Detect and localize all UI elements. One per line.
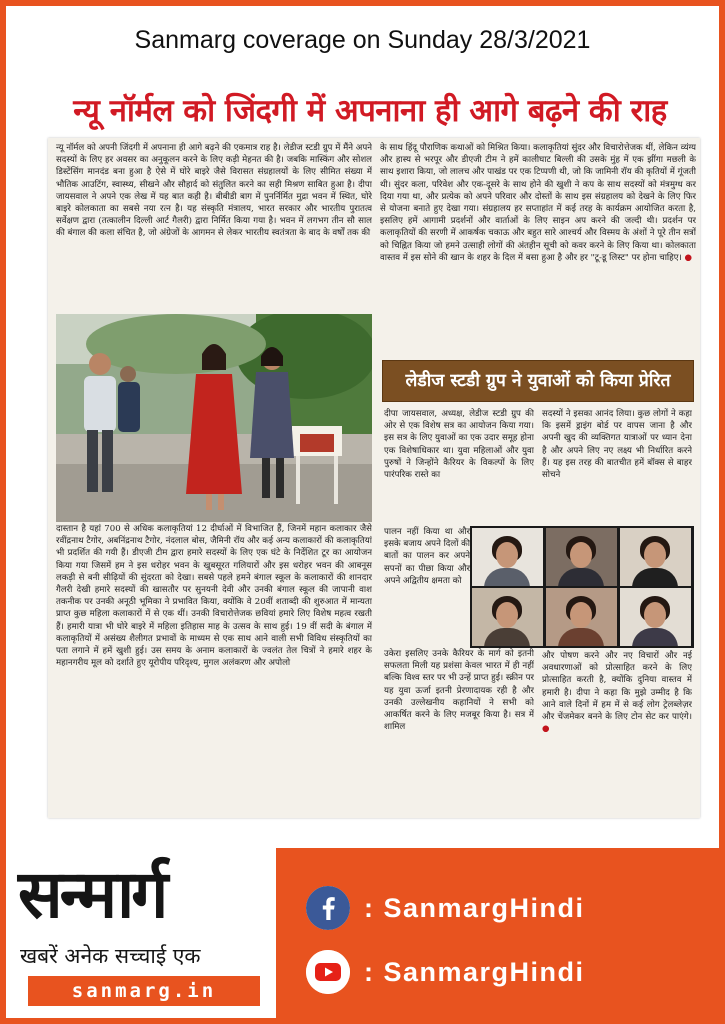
participant-face <box>496 542 518 568</box>
logo-area <box>6 848 276 1018</box>
website-link[interactable]: sanmarg.in <box>28 976 260 1006</box>
event-photo-illustration <box>56 314 372 522</box>
participant-face <box>496 602 518 628</box>
participant-face <box>570 602 592 628</box>
end-mark: ● <box>542 724 550 735</box>
youtube-handle[interactable]: : SanmargHindi <box>364 957 585 987</box>
participant-body <box>632 628 678 646</box>
branding-footer <box>6 848 719 1018</box>
article-column-left-top: न्यू नॉर्मल को अपनी जिंदगी में अपनाना ही आगे बढ़ने की एकमात्र राह है। लेडीज स्टडी ग्रुप में मैंने अपने सदस्यों के लिए हर अवसर का अनुकूलन करने के लिए कड़ी मेहनत की है। जबकि मास्किंग और सोशल डिस्टेंसिंग मानदंड बना हुआ है ऐसे में घोरे बाइरे जैसे विरासत संग्रहालयों के लिए सीमित संख्या में भौतिक आउटिंग, स्वास्थ्य, सीखने और सौहार्द को संतुलित करने का सही मिश्रण साबित हुआ है। दीपा जायसवाल ने अपने एक लेख में यह बात कही है। बीबीडी बाग में पुनर्निर्मित मुद्रा भवन में स्थित, घोरे बाइरे कोलकाता का सबसे नया रत्न है। यह संस्कृति मंत्रालय, भारत सरकार और भारतीय पुरातत्व सर्वेक्षण द्वारा (तत्कालीन दिल्ली आर्ट गैलरी) द्वारा निर्मित किया गया है। भवन में लगभग तीन सौ साल की बंगाल की कला संचित है, जो अंग्रेजों के आगमन से लेकर भारतीय स्वतंत्रता के बाद के वर्षों तक की <box>56 143 372 239</box>
sanmarg-logo: सन्मार्ग <box>18 856 166 933</box>
video-tile <box>546 528 617 586</box>
facebook-handle-row[interactable] <box>306 886 716 930</box>
participant-body <box>632 568 678 586</box>
participant-body <box>484 568 530 586</box>
newspaper-clipping <box>48 138 700 818</box>
video-call-photo-grid <box>470 526 694 648</box>
video-tile <box>546 588 617 646</box>
participant-face <box>570 542 592 568</box>
participant-body <box>484 628 530 646</box>
video-tile <box>620 528 691 586</box>
sub-article-column-left-lower: उकेरा इसलिए उनके कैरियर के मार्ग को इतनी सफलता मिली यह प्रशंसा केवल भारत में ही नहीं बल्कि विश्व स्तर पर भी उन्हें प्राप्त हुई। स्क्रीन पर यह युवा ऊर्जा इतनी प्रेरणादायक रही है और उनकी उल्लेखनीय कहानियों ने सभी को आकर्षित करने के लिए मजबूर किया है। सत्र में शामिल <box>384 649 534 733</box>
social-handles <box>276 848 719 1018</box>
column-text: दास्तान है यहां 700 से अधिक कलाकृतियां 12 दीर्घाओं में विभाजित हैं, जिनमें महान कलाकार जैसे रवींद्रनाथ टैगोर, अबनिंद्रनाथ टैगोर, नंदलाल बोस, जैमिनी रॉय और कई अन्य कलाकारों की कलाकृतियां भी प्रदर्शित की गयी हैं। डीएजी टीम द्वारा हमारे सदस्यों के लिए एक घंटे के निर्देशित टूर का आयोजन किया गया जिसमें हम ने इस धरोहर भवन के खुबसूरत गलियारों और इस धरोहर भवन की आबनूस लकड़ी से बनी सीढ़ियों की सुंदरता को देखा। सबसे पहले हमने बंगाल स्कूल के कलाकारों की शानदार गैलरी देखी हमारे सदस्यों की खासतौर पर सुनयनी देवी और उनकी बंगाल स्कूल की जापानी वाश तकनीक पर उनकी अनूठी भूमिका ने प्रभावित किया, क्योंकि वे 20वीं शताब्दी की शुरुआत में मान्यता प्राप्त कुछ महिला कलाकारों में से एक थीं। उनकी विचारोत्तेजक छवियां हमारे लिए विशेष महत्व रखती हैं। हमारी यात्रा भी घोरे बाइरे में महिला इतिहास माह के उत्सव के साथ हुई। 19 वीं सदी के बंगाल में कलाकृतियों में असंख्य शैलीगत प्रभावों के माध्यम से एक साथ आने वाली सभी विविध संस्कृतियों का पता लगाने में हमें खुशी हुई। उस समय के अनाम कलाकारों के ज्वलंत तेल चित्रों ने हमारे शहर के महानगरीय मूल को दर्शाते हुए यूरोपीय परिदृश्य, मुगल अलंकरण और अपोलो <box>56 524 372 669</box>
column-text: के साथ हिंदू पौराणिक कथाओं को मिश्रित किया। कलाकृतियां सुंदर और विचारोत्तेजक थीं, लेकिन व्यंग्य और हास्य से भरपूर और डीएजी टीम ने हमें कालीघाट बिल्ली की उसके मुंह में एक झींगा मछली के साथ इशारा किया, जो लालच और पाखंड पर एक टिप्पणी थी, जो कि जामिनी रॉय की कृतियों में गूंजती थी। सुंदर कला, परिवेश और एक-दूसरे के साथ होने की खुशी ने कप के साथ सदस्यों को मंत्रमुग्ध कर दिया गया था, और प्रत्येक को अपने परिवार और दोस्तों के साथ इस संग्रहालय को देखने के लिए फिर से योजना बनाते हुए देखा गया। संग्रहालय हर सप्ताहांत में कई तरह के कार्यक्रम आयोजित करता है, इसलिए हमें आगामी प्रदर्शनों और वार्ताओं के लिए साइन अप करने की जल्दी थी। प्रदर्शन पर कलाकृतियों की सरणी में आकर्षक चकाऊ और बहुत सारे आश्चर्य और विस्मय के अंशों ने पूरे तीन सत्रों को चिह्नित किया जो हमने उत्साही लोगों की अंतहीन सूची को कवर करने के लिए किया था। कोलकाता वास्तव में इस सोने की खान के शहर के दिल में बसा हुआ है और हर "टू-डू लिस्ट" पर होना चाहिए। <box>380 143 696 263</box>
article-headline: न्यू नॉर्मल को जिंदगी में अपनाना ही आगे बढ़ने की राह <box>73 93 667 129</box>
sub-article-column-right: सदस्यों ने इसका आनंद लिया। कुछ लोगों ने कहा कि इसमें ड्राइंग बोर्ड पर वापस जाना है और अपनी खुद की व्यक्तिगत यात्राओं पर ध्यान देना है और अपने लिए नए लक्ष्य भी निर्धारित करने हैं। यह इस तरह की बातचीत हमें बॉक्स से बाहर सोचने <box>542 409 692 481</box>
sub-article-heading: लेडीज स्टडी ग्रुप ने युवाओं को किया प्रेरित <box>382 360 694 402</box>
facebook-icon[interactable] <box>306 886 350 930</box>
youtube-handle-row[interactable] <box>306 950 716 994</box>
column-text: और पोषण करने और नए विचारों और नई अवधारणाओं को प्रोत्साहित करने के लिए प्रोत्साहित करती है, क्योंकि दुनिया वास्तव में हमारी है। दीपा ने कहा कि मुझे उम्मीद है कि आने वाले दिनों में हम में से कई लोग ट्रेलब्लेज़र और चेंजमेकर बनने के लिए टोन सेट कर पाएंगे। <box>542 651 692 723</box>
article-column-right-top <box>380 142 696 350</box>
video-tile <box>472 588 543 646</box>
participant-face <box>644 602 666 628</box>
participant-body <box>558 568 604 586</box>
facebook-handle[interactable]: : SanmargHindi <box>364 893 585 923</box>
video-tile <box>620 588 691 646</box>
end-mark: ● <box>684 252 692 263</box>
video-tile <box>472 528 543 586</box>
coverage-caption: Sanmarg coverage on Sunday 28/3/2021 <box>134 26 591 54</box>
sub-article-column-left-narrow: पालन नहीं किया था और इसके बजाय अपने दिलों की बातों का पालन कर अपने सपनों का पीछा किया और अपने अद्वितीय क्षमता को <box>384 527 470 586</box>
participant-body <box>558 628 604 646</box>
logo-tagline: खबरें अनेक सच्चाई एक <box>20 944 201 968</box>
youtube-icon[interactable] <box>306 950 350 994</box>
participant-face <box>644 542 666 568</box>
sub-article-column-left: दीपा जायसवाल, अध्यक्ष, लेडीज स्टडी ग्रुप की ओर से एक विशेष सत्र का आयोजन किया गया। इस सत्र के लिए युवाओं का एक उदार समूह होना एक विशेषाधिकार था। युवा महिलाओं और युवा पुरुषों ने जिन्होंने कैरियर के विकल्पों के लिए पारंपरिक रास्ते का <box>384 409 534 481</box>
article-column-left-bottom <box>56 523 372 807</box>
event-photo <box>56 314 372 522</box>
sub-article-column-right-lower <box>542 650 692 780</box>
